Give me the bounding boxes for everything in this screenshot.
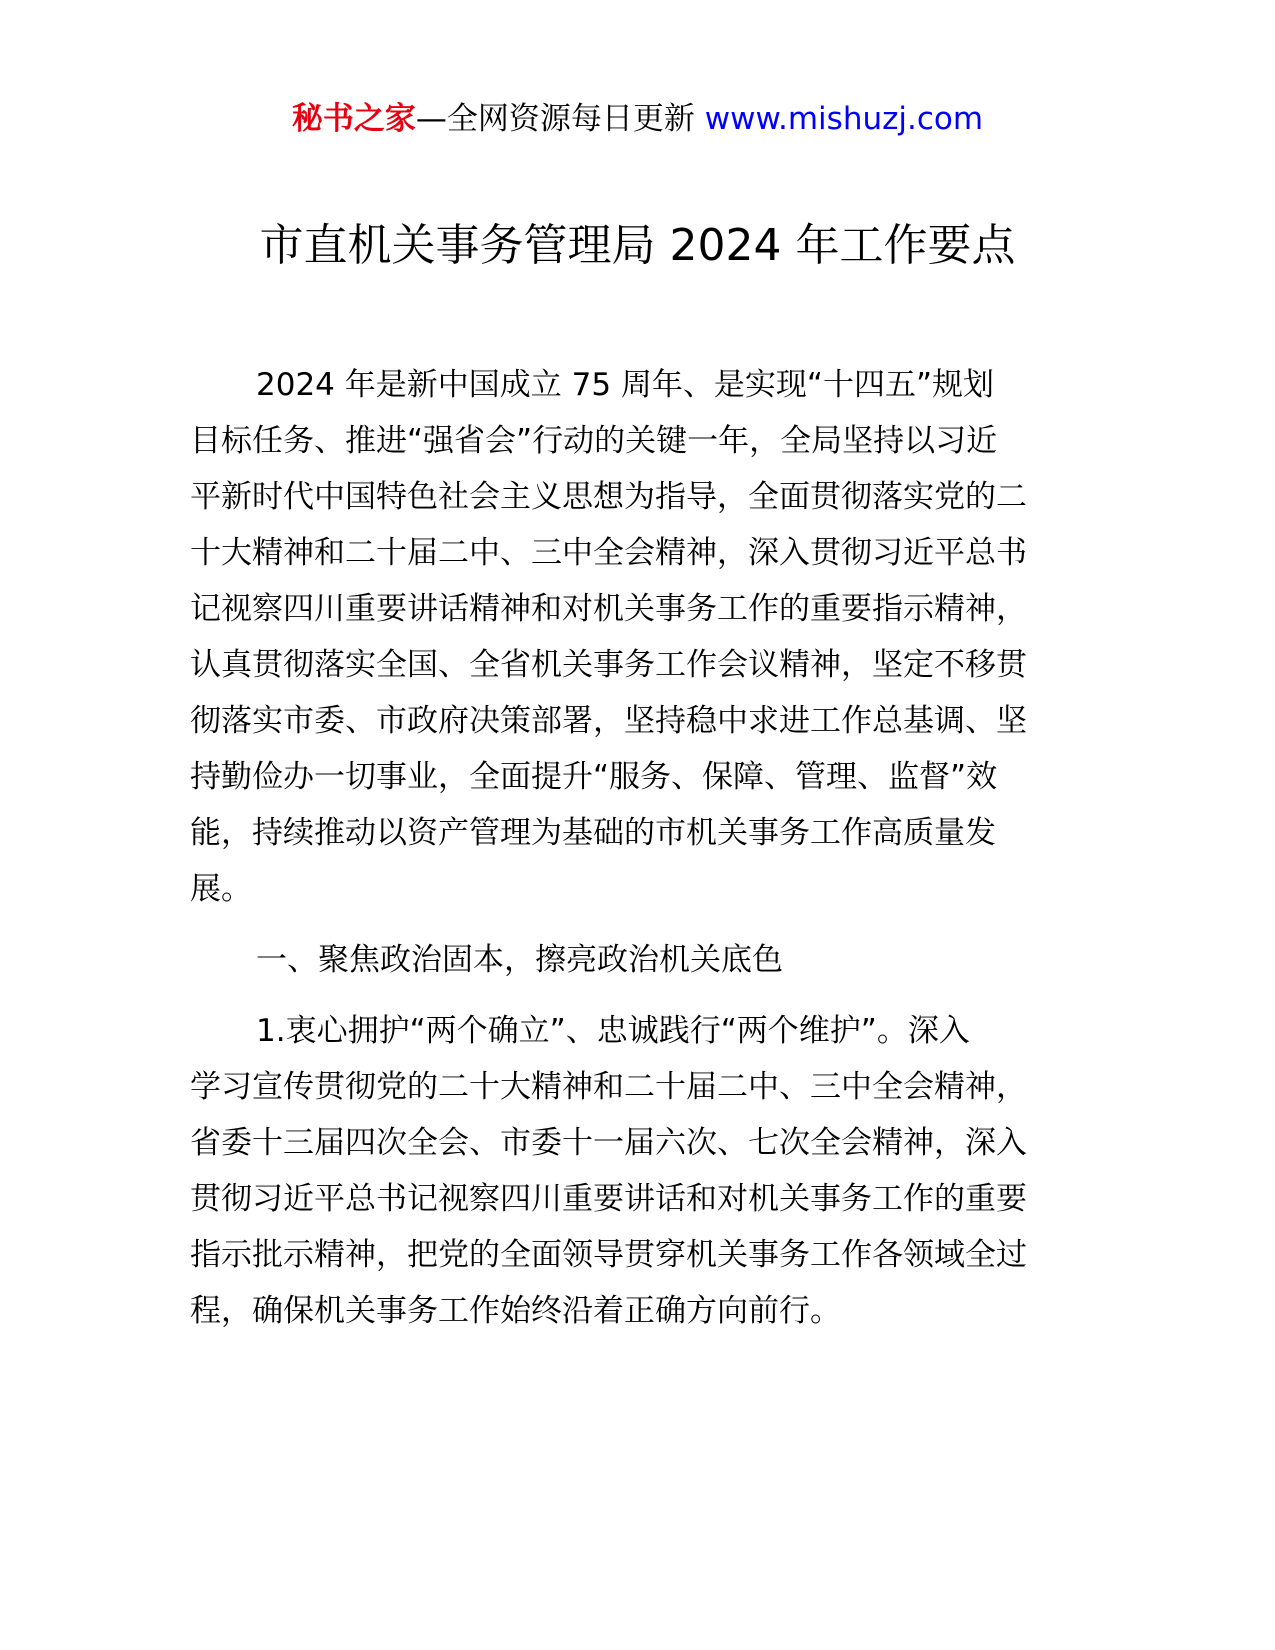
item-1-line: 程，确保机关事务工作始终沿着正确方向前行。	[190, 1293, 841, 1329]
section-heading: 一、聚焦政治固本，擦亮政治机关底色	[256, 942, 783, 978]
intro-paragraph	[190, 357, 1088, 917]
intro-line: 2024 年是新中国成立 75 周年、是实现“十四五”规划	[256, 367, 995, 403]
intro-line: 认真贯彻落实全国、全省机关事务工作会议精神，坚定不移贯	[190, 647, 1027, 683]
document-body	[190, 357, 1088, 1339]
intro-line: 持勤俭办一切事业，全面提升“服务、保障、管理、监督”效	[190, 759, 998, 795]
intro-line: 展。	[190, 871, 252, 907]
item-1-line: 1.衷心拥护“两个确立”、忠诚践行“两个维护”。深入	[256, 1013, 970, 1049]
intro-line: 十大精神和二十届二中、三中全会精神，深入贯彻习近平总书	[190, 535, 1027, 571]
site-header	[0, 96, 1275, 142]
document-title: 市直机关事务管理局 2024 年工作要点	[259, 220, 1016, 271]
intro-line: 彻落实市委、市政府决策部署，坚持稳中求进工作总基调、坚	[190, 703, 1027, 739]
item-1-line: 指示批示精神，把党的全面领导贯穿机关事务工作各领域全过	[190, 1237, 1027, 1273]
item-1-line: 贯彻习近平总书记视察四川重要讲话和对机关事务工作的重要	[190, 1181, 1027, 1217]
section-heading-block	[190, 932, 1088, 988]
site-tagline: —全网资源每日更新	[415, 101, 705, 137]
spacer	[190, 917, 1088, 932]
item-1-line: 学习宣传贯彻党的二十大精神和二十届二中、三中全会精神，	[190, 1069, 1027, 1105]
item-1-paragraph	[190, 1003, 1088, 1339]
intro-line: 能，持续推动以资产管理为基础的市机关事务工作高质量发	[190, 815, 996, 851]
spacer	[190, 988, 1088, 1003]
site-brand: 秘书之家	[291, 101, 416, 137]
site-url-link[interactable]: www.mishuzj.com	[704, 101, 984, 137]
intro-line: 平新时代中国特色社会主义思想为指导，全面贯彻落实党的二	[190, 479, 1027, 515]
intro-line: 记视察四川重要讲话精神和对机关事务工作的重要指示精神，	[190, 591, 1027, 627]
intro-line: 目标任务、推进“强省会”行动的关键一年，全局坚持以习近	[190, 423, 998, 459]
item-1-line: 省委十三届四次全会、市委十一届六次、七次全会精神，深入	[190, 1125, 1027, 1161]
